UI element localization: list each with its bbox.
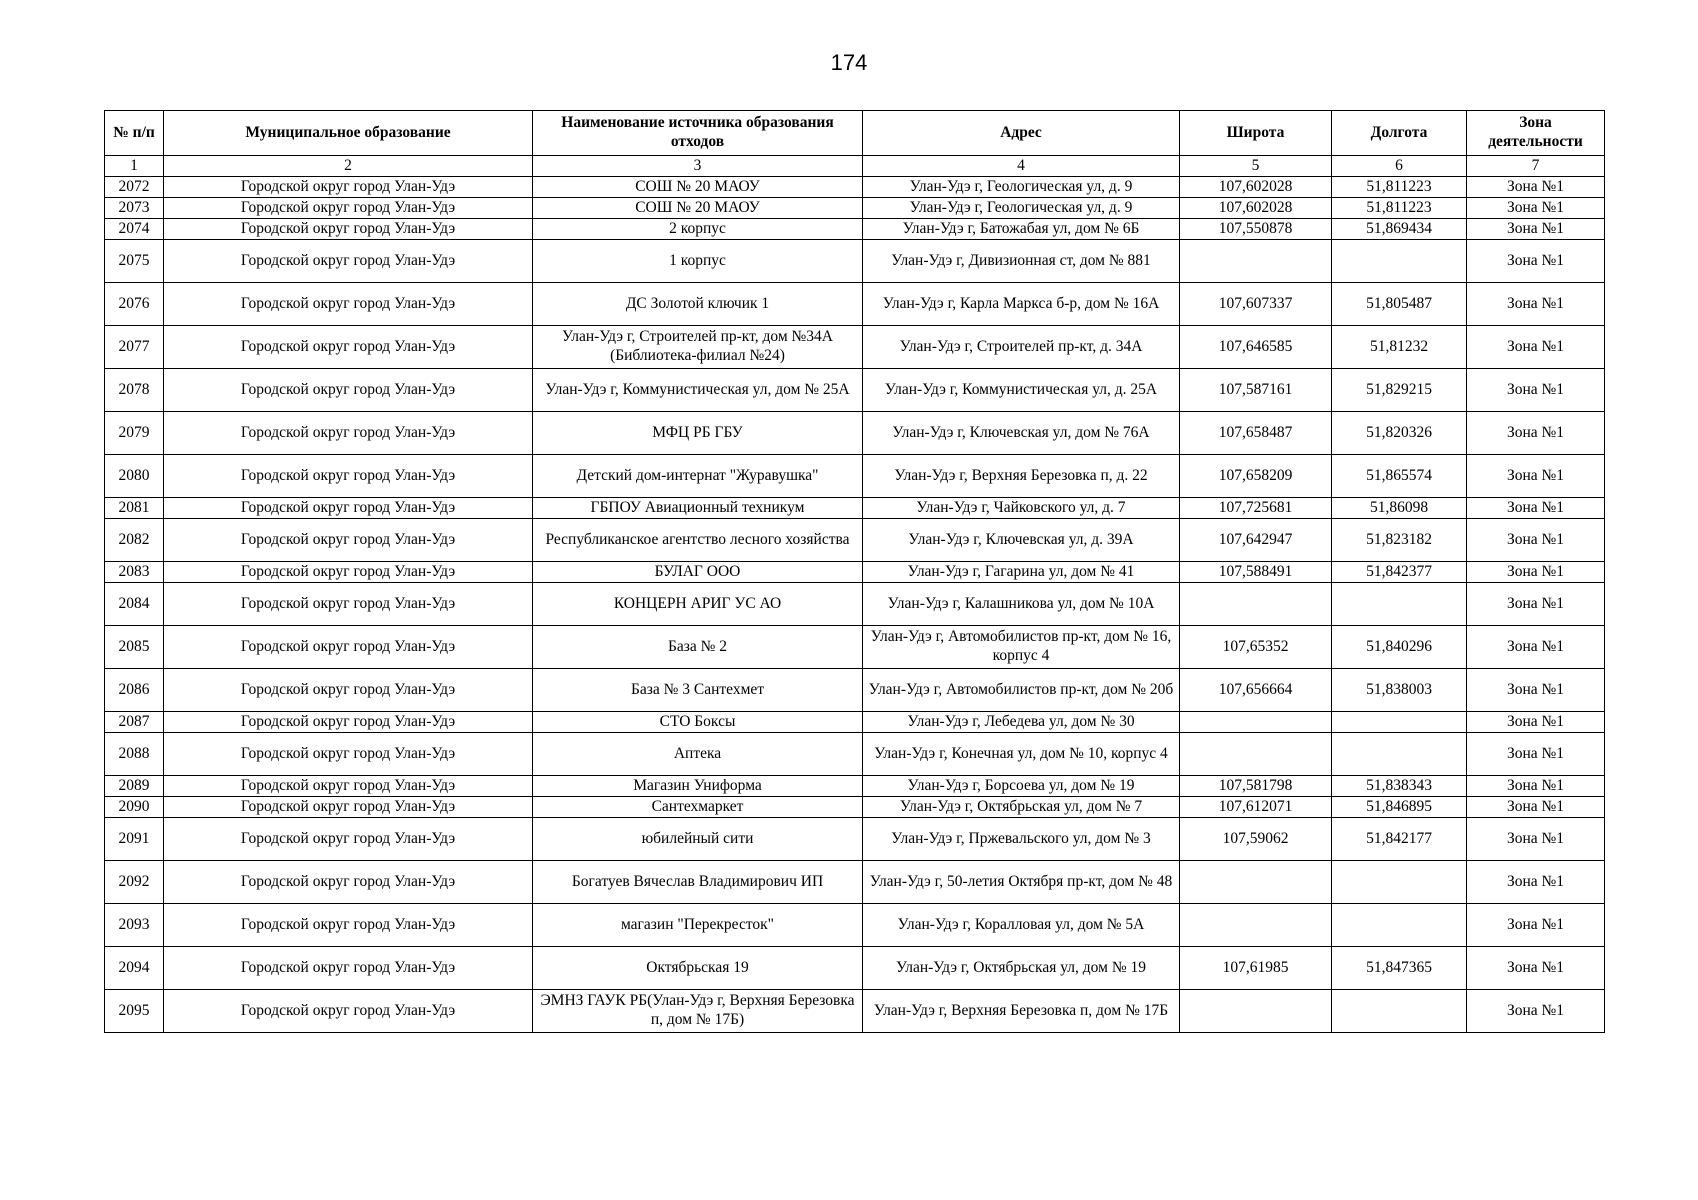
cell-address: Улан-Удэ г, Геологическая ул, д. 9	[863, 177, 1180, 198]
cell-address: Улан-Удэ г, Чайковского ул, д. 7	[863, 498, 1180, 519]
cell-number: 2083	[105, 562, 164, 583]
table-row	[105, 733, 1605, 776]
cell-municipality: Городской округ город Улан-Удэ	[164, 455, 533, 498]
cell-address: Улан-Удэ г, Коралловая ул, дом № 5А	[863, 904, 1180, 947]
waste-sources-table	[104, 110, 1605, 1033]
cell-address: Улан-Удэ г, Ключевская ул, д. 39А	[863, 519, 1180, 562]
column-number-cell: 3	[533, 156, 863, 177]
cell-latitude: 107,642947	[1180, 519, 1332, 562]
cell-latitude: 107,607337	[1180, 283, 1332, 326]
table-row	[105, 198, 1605, 219]
cell-number: 2078	[105, 369, 164, 412]
cell-zone: Зона №1	[1467, 797, 1605, 818]
cell-source-name: Детский дом-интернат "Журавушка"	[533, 455, 863, 498]
table-row	[105, 904, 1605, 947]
table-row	[105, 219, 1605, 240]
cell-source-name: магазин "Перекресток"	[533, 904, 863, 947]
cell-latitude	[1180, 904, 1332, 947]
table-row	[105, 776, 1605, 797]
cell-municipality: Городской округ город Улан-Удэ	[164, 519, 533, 562]
cell-latitude: 107,59062	[1180, 818, 1332, 861]
cell-zone: Зона №1	[1467, 369, 1605, 412]
cell-source-name: Магазин Униформа	[533, 776, 863, 797]
cell-address: Улан-Удэ г, Батожабая ул, дом № 6Б	[863, 219, 1180, 240]
cell-source-name: МФЦ РБ ГБУ	[533, 412, 863, 455]
cell-municipality: Городской округ город Улан-Удэ	[164, 219, 533, 240]
cell-zone: Зона №1	[1467, 712, 1605, 733]
page-number: 174	[830, 50, 868, 75]
cell-municipality: Городской округ город Улан-Удэ	[164, 626, 533, 669]
table-row	[105, 669, 1605, 712]
cell-source-name: ГБПОУ Авиационный техникум	[533, 498, 863, 519]
cell-municipality: Городской округ город Улан-Удэ	[164, 562, 533, 583]
column-number-row	[105, 156, 1605, 177]
cell-latitude: 107,588491	[1180, 562, 1332, 583]
table-row	[105, 177, 1605, 198]
table-row	[105, 498, 1605, 519]
cell-latitude: 107,602028	[1180, 198, 1332, 219]
header-row	[105, 111, 1605, 156]
table-row	[105, 990, 1605, 1033]
cell-latitude: 107,725681	[1180, 498, 1332, 519]
cell-latitude	[1180, 990, 1332, 1033]
cell-number: 2074	[105, 219, 164, 240]
cell-number: 2090	[105, 797, 164, 818]
column-number-cell: 1	[105, 156, 164, 177]
cell-municipality: Городской округ город Улан-Удэ	[164, 818, 533, 861]
table-row	[105, 412, 1605, 455]
cell-municipality: Городской округ город Улан-Удэ	[164, 947, 533, 990]
table-row	[105, 861, 1605, 904]
cell-zone: Зона №1	[1467, 498, 1605, 519]
table-row	[105, 326, 1605, 369]
cell-number: 2081	[105, 498, 164, 519]
cell-longitude	[1332, 904, 1467, 947]
table-row	[105, 519, 1605, 562]
cell-address: Улан-Удэ г, Калашникова ул, дом № 10А	[863, 583, 1180, 626]
cell-municipality: Городской округ город Улан-Удэ	[164, 776, 533, 797]
cell-longitude	[1332, 240, 1467, 283]
cell-address: Улан-Удэ г, Автомобилистов пр-кт, дом № 16, корпус 4	[863, 626, 1180, 669]
cell-number: 2084	[105, 583, 164, 626]
cell-zone: Зона №1	[1467, 626, 1605, 669]
cell-longitude: 51,811223	[1332, 198, 1467, 219]
cell-municipality: Городской округ город Улан-Удэ	[164, 326, 533, 369]
cell-municipality: Городской округ город Улан-Удэ	[164, 712, 533, 733]
cell-number: 2091	[105, 818, 164, 861]
cell-zone: Зона №1	[1467, 818, 1605, 861]
cell-municipality: Городской округ город Улан-Удэ	[164, 283, 533, 326]
column-number-cell: 4	[863, 156, 1180, 177]
cell-source-name: СОШ № 20 МАОУ	[533, 177, 863, 198]
cell-source-name: База № 2	[533, 626, 863, 669]
cell-address: Улан-Удэ г, Автомобилистов пр-кт, дом № 20б	[863, 669, 1180, 712]
table-row	[105, 947, 1605, 990]
table-row	[105, 283, 1605, 326]
cell-zone: Зона №1	[1467, 776, 1605, 797]
cell-address: Улан-Удэ г, Ключевская ул, дом № 76А	[863, 412, 1180, 455]
cell-zone: Зона №1	[1467, 947, 1605, 990]
column-number-cell: 7	[1467, 156, 1605, 177]
cell-latitude: 107,550878	[1180, 219, 1332, 240]
cell-latitude: 107,602028	[1180, 177, 1332, 198]
cell-address: Улан-Удэ г, Конечная ул, дом № 10, корпус 4	[863, 733, 1180, 776]
cell-municipality: Городской округ город Улан-Удэ	[164, 733, 533, 776]
cell-latitude	[1180, 583, 1332, 626]
cell-longitude: 51,811223	[1332, 177, 1467, 198]
cell-latitude	[1180, 712, 1332, 733]
cell-latitude: 107,581798	[1180, 776, 1332, 797]
cell-address: Улан-Удэ г, Лебедева ул, дом № 30	[863, 712, 1180, 733]
cell-source-name: КОНЦЕРН АРИГ УС АО	[533, 583, 863, 626]
cell-number: 2075	[105, 240, 164, 283]
table-row	[105, 818, 1605, 861]
cell-address: Улан-Удэ г, Геологическая ул, д. 9	[863, 198, 1180, 219]
cell-longitude: 51,838343	[1332, 776, 1467, 797]
header-cell-source-name: Наименование источника образования отходов	[533, 111, 863, 156]
cell-latitude: 107,61985	[1180, 947, 1332, 990]
column-number-cell: 5	[1180, 156, 1332, 177]
cell-address: Улан-Удэ г, Коммунистическая ул, д. 25А	[863, 369, 1180, 412]
cell-source-name: Республиканское агентство лесного хозяйства	[533, 519, 863, 562]
cell-zone: Зона №1	[1467, 198, 1605, 219]
cell-number: 2085	[105, 626, 164, 669]
header-cell-municipality: Муниципальное образование	[164, 111, 533, 156]
cell-address: Улан-Удэ г, Дивизионная ст, дом № 881	[863, 240, 1180, 283]
cell-latitude: 107,612071	[1180, 797, 1332, 818]
cell-longitude	[1332, 733, 1467, 776]
cell-number: 2095	[105, 990, 164, 1033]
cell-longitude: 51,838003	[1332, 669, 1467, 712]
cell-municipality: Городской округ город Улан-Удэ	[164, 177, 533, 198]
cell-address: Улан-Удэ г, Гагарина ул, дом № 41	[863, 562, 1180, 583]
table-body	[105, 177, 1605, 1033]
cell-municipality: Городской округ город Улан-Удэ	[164, 904, 533, 947]
cell-number: 2088	[105, 733, 164, 776]
cell-address: Улан-Удэ г, Верхняя Березовка п, дом № 17Б	[863, 990, 1180, 1033]
cell-longitude: 51,847365	[1332, 947, 1467, 990]
cell-number: 2080	[105, 455, 164, 498]
cell-source-name: 2 корпус	[533, 219, 863, 240]
cell-number: 2087	[105, 712, 164, 733]
cell-zone: Зона №1	[1467, 583, 1605, 626]
header-cell-number: № п/п	[105, 111, 164, 156]
cell-municipality: Городской округ город Улан-Удэ	[164, 498, 533, 519]
table-row	[105, 240, 1605, 283]
cell-municipality: Городской округ город Улан-Удэ	[164, 583, 533, 626]
header-cell-zone: Зона деятельности	[1467, 111, 1605, 156]
cell-municipality: Городской округ город Улан-Удэ	[164, 669, 533, 712]
table-row	[105, 455, 1605, 498]
cell-latitude: 107,658209	[1180, 455, 1332, 498]
cell-longitude: 51,865574	[1332, 455, 1467, 498]
cell-longitude: 51,829215	[1332, 369, 1467, 412]
table-row	[105, 369, 1605, 412]
cell-municipality: Городской округ город Улан-Удэ	[164, 240, 533, 283]
table-row	[105, 626, 1605, 669]
cell-municipality: Городской округ город Улан-Удэ	[164, 990, 533, 1033]
cell-zone: Зона №1	[1467, 669, 1605, 712]
cell-number: 2079	[105, 412, 164, 455]
cell-zone: Зона №1	[1467, 455, 1605, 498]
cell-zone: Зона №1	[1467, 904, 1605, 947]
cell-number: 2086	[105, 669, 164, 712]
cell-number: 2076	[105, 283, 164, 326]
cell-municipality: Городской округ город Улан-Удэ	[164, 369, 533, 412]
column-number-cell: 2	[164, 156, 533, 177]
cell-source-name: Улан-Удэ г, Коммунистическая ул, дом № 25А	[533, 369, 863, 412]
cell-latitude: 107,65352	[1180, 626, 1332, 669]
cell-longitude: 51,840296	[1332, 626, 1467, 669]
header-cell-longitude: Долгота	[1332, 111, 1467, 156]
cell-address: Улан-Удэ г, Октябрьская ул, дом № 19	[863, 947, 1180, 990]
cell-number: 2093	[105, 904, 164, 947]
column-number-cell: 6	[1332, 156, 1467, 177]
cell-latitude: 107,587161	[1180, 369, 1332, 412]
cell-longitude: 51,86098	[1332, 498, 1467, 519]
cell-zone: Зона №1	[1467, 412, 1605, 455]
cell-longitude: 51,81232	[1332, 326, 1467, 369]
cell-source-name: База № 3 Сантехмет	[533, 669, 863, 712]
table-row	[105, 562, 1605, 583]
cell-zone: Зона №1	[1467, 990, 1605, 1033]
cell-source-name: ДС Золотой ключик 1	[533, 283, 863, 326]
header-cell-latitude: Широта	[1180, 111, 1332, 156]
cell-longitude	[1332, 712, 1467, 733]
cell-number: 2094	[105, 947, 164, 990]
cell-latitude	[1180, 733, 1332, 776]
cell-latitude: 107,658487	[1180, 412, 1332, 455]
cell-address: Улан-Удэ г, 50-летия Октября пр-кт, дом № 48	[863, 861, 1180, 904]
cell-latitude	[1180, 240, 1332, 283]
cell-number: 2077	[105, 326, 164, 369]
cell-zone: Зона №1	[1467, 733, 1605, 776]
table-row	[105, 712, 1605, 733]
cell-zone: Зона №1	[1467, 240, 1605, 283]
cell-longitude: 51,805487	[1332, 283, 1467, 326]
header-cell-address: Адрес	[863, 111, 1180, 156]
cell-longitude: 51,842177	[1332, 818, 1467, 861]
cell-zone: Зона №1	[1467, 326, 1605, 369]
cell-municipality: Городской округ город Улан-Удэ	[164, 198, 533, 219]
cell-longitude: 51,846895	[1332, 797, 1467, 818]
cell-zone: Зона №1	[1467, 219, 1605, 240]
cell-longitude: 51,823182	[1332, 519, 1467, 562]
cell-municipality: Городской округ город Улан-Удэ	[164, 412, 533, 455]
cell-zone: Зона №1	[1467, 519, 1605, 562]
cell-longitude	[1332, 990, 1467, 1033]
cell-zone: Зона №1	[1467, 283, 1605, 326]
cell-source-name: Октябрьская 19	[533, 947, 863, 990]
cell-longitude	[1332, 583, 1467, 626]
cell-latitude: 107,656664	[1180, 669, 1332, 712]
cell-number: 2072	[105, 177, 164, 198]
cell-number: 2082	[105, 519, 164, 562]
cell-source-name: юбилейный сити	[533, 818, 863, 861]
cell-longitude: 51,869434	[1332, 219, 1467, 240]
cell-source-name: 1 корпус	[533, 240, 863, 283]
cell-zone: Зона №1	[1467, 861, 1605, 904]
cell-address: Улан-Удэ г, Пржевальского ул, дом № 3	[863, 818, 1180, 861]
cell-address: Улан-Удэ г, Борсоева ул, дом № 19	[863, 776, 1180, 797]
cell-zone: Зона №1	[1467, 177, 1605, 198]
cell-number: 2089	[105, 776, 164, 797]
cell-source-name: Аптека	[533, 733, 863, 776]
table-row	[105, 583, 1605, 626]
cell-source-name: Сантехмаркет	[533, 797, 863, 818]
cell-address: Улан-Удэ г, Верхняя Березовка п, д. 22	[863, 455, 1180, 498]
cell-source-name: СОШ № 20 МАОУ	[533, 198, 863, 219]
cell-source-name: ЭМНЗ ГАУК РБ(Улан-Удэ г, Верхняя Березовка п, дом № 17Б)	[533, 990, 863, 1033]
table-row	[105, 797, 1605, 818]
cell-source-name: Улан-Удэ г, Строителей пр-кт, дом №34А (Библиотека-филиал №24)	[533, 326, 863, 369]
cell-latitude: 107,646585	[1180, 326, 1332, 369]
cell-address: Улан-Удэ г, Карла Маркса б-р, дом № 16А	[863, 283, 1180, 326]
cell-longitude: 51,842377	[1332, 562, 1467, 583]
cell-number: 2073	[105, 198, 164, 219]
cell-address: Улан-Удэ г, Октябрьская ул, дом № 7	[863, 797, 1180, 818]
cell-source-name: Богатуев Вячеслав Владимирович ИП	[533, 861, 863, 904]
cell-municipality: Городской округ город Улан-Удэ	[164, 797, 533, 818]
cell-municipality: Городской округ город Улан-Удэ	[164, 861, 533, 904]
cell-source-name: БУЛАГ ООО	[533, 562, 863, 583]
cell-address: Улан-Удэ г, Строителей пр-кт, д. 34А	[863, 326, 1180, 369]
cell-longitude: 51,820326	[1332, 412, 1467, 455]
cell-source-name: СТО Боксы	[533, 712, 863, 733]
cell-number: 2092	[105, 861, 164, 904]
cell-zone: Зона №1	[1467, 562, 1605, 583]
cell-longitude	[1332, 861, 1467, 904]
cell-latitude	[1180, 861, 1332, 904]
